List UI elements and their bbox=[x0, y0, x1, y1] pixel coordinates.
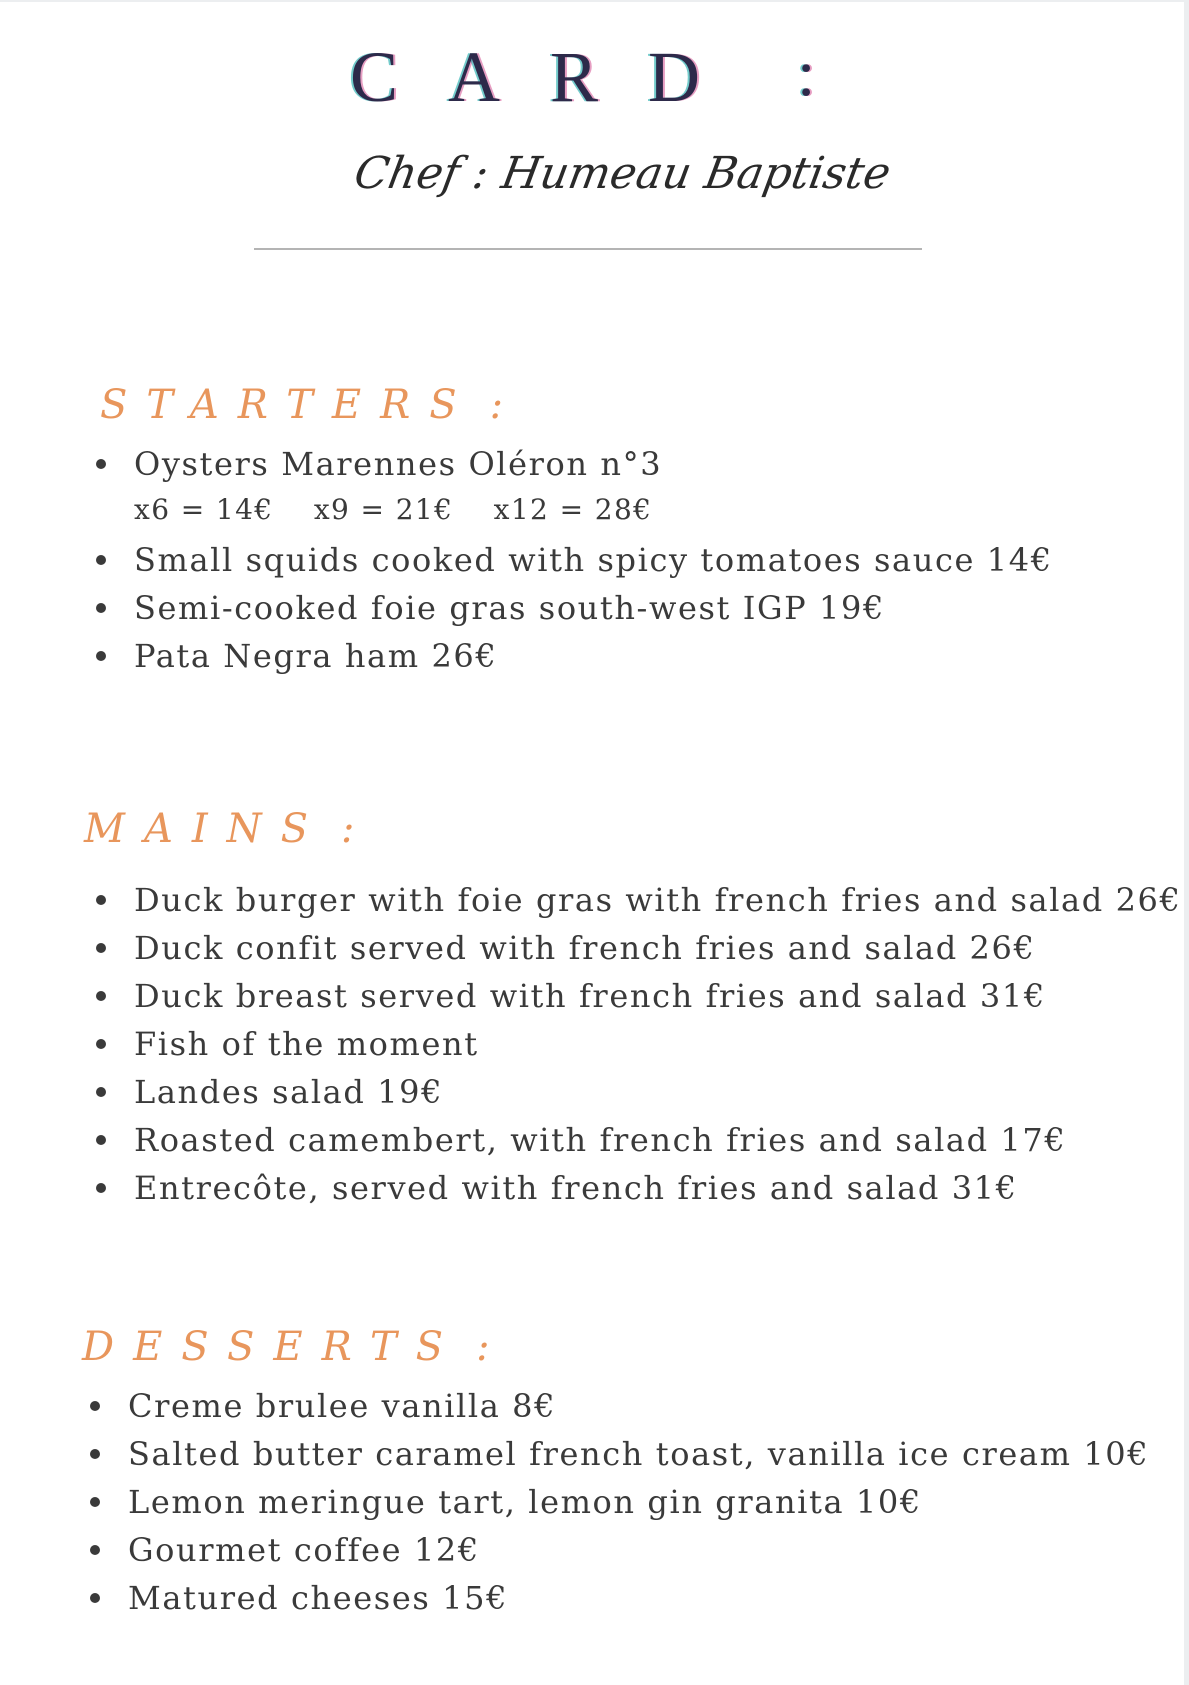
bullet bbox=[90, 1593, 100, 1603]
bullet bbox=[96, 555, 106, 565]
list-item bbox=[90, 1382, 1149, 1430]
bullet bbox=[96, 1039, 106, 1049]
list-item bbox=[96, 1020, 1181, 1068]
list-item bbox=[96, 584, 1053, 632]
bullet bbox=[90, 1545, 100, 1555]
item-label: Entrecôte, served with french fries and salad 31€ bbox=[134, 1169, 1018, 1207]
header-divider bbox=[254, 248, 922, 250]
oyster-price-6: x6 = 14€ bbox=[134, 493, 274, 526]
list-item bbox=[96, 972, 1181, 1020]
menu-title: CARD bbox=[350, 37, 751, 117]
bullet bbox=[90, 1497, 100, 1507]
bullet bbox=[96, 943, 106, 953]
item-label: Small squids cooked with spicy tomatoes sauce 14€ bbox=[134, 541, 1053, 579]
list-item bbox=[96, 1116, 1181, 1164]
item-label: Landes salad 19€ bbox=[134, 1073, 444, 1111]
list-item bbox=[96, 440, 1053, 488]
list-item bbox=[96, 536, 1053, 584]
bullet bbox=[96, 1183, 106, 1193]
bullet bbox=[96, 895, 106, 905]
chef-signature: Chef : Humeau Baptiste bbox=[350, 148, 895, 199]
starters-heading-text: STARTERS bbox=[100, 382, 476, 428]
bullet bbox=[90, 1449, 100, 1459]
mains-heading-text: MAINS bbox=[84, 806, 328, 852]
bullet bbox=[96, 459, 106, 469]
oyster-prices bbox=[96, 488, 1053, 536]
page-top-edge bbox=[0, 0, 1189, 2]
list-item bbox=[96, 632, 1053, 680]
list-item bbox=[90, 1430, 1149, 1478]
desserts-heading-colon: : bbox=[476, 1324, 509, 1370]
bullet bbox=[96, 1087, 106, 1097]
starters-heading-colon: : bbox=[489, 382, 523, 428]
desserts-list bbox=[90, 1382, 1149, 1622]
item-label: Semi-cooked foie gras south-west IGP 19€ bbox=[134, 589, 885, 627]
list-item bbox=[90, 1526, 1149, 1574]
item-label: Lemon meringue tart, lemon gin granita 10€ bbox=[128, 1483, 922, 1521]
bullet bbox=[96, 991, 106, 1001]
page-right-edge bbox=[1184, 0, 1189, 1685]
item-label: Creme brulee vanilla 8€ bbox=[128, 1387, 557, 1425]
mains-list bbox=[96, 876, 1181, 1212]
item-label: Fish of the moment bbox=[134, 1025, 479, 1063]
item-label: Salted butter caramel french toast, vanilla ice cream 10€ bbox=[128, 1435, 1150, 1473]
bullet bbox=[96, 1135, 106, 1145]
menu-title-colon: : bbox=[797, 37, 816, 110]
item-label: Oysters Marennes Oléron n°3 bbox=[134, 445, 663, 483]
item-label: Roasted camembert, with french fries and salad 17€ bbox=[134, 1121, 1067, 1159]
item-label: Duck burger with foie gras with french fries and salad 26€ bbox=[134, 881, 1182, 919]
list-item bbox=[96, 876, 1181, 924]
item-label: Gourmet coffee 12€ bbox=[128, 1531, 480, 1569]
oyster-price-12: x12 = 28€ bbox=[493, 493, 653, 526]
oyster-price-9: x9 = 21€ bbox=[313, 493, 454, 526]
list-item bbox=[90, 1478, 1149, 1526]
item-label: Duck confit served with french fries and salad 26€ bbox=[134, 929, 1036, 967]
bullet bbox=[90, 1401, 100, 1411]
item-label: Matured cheeses 15€ bbox=[128, 1579, 509, 1617]
list-item bbox=[96, 1164, 1181, 1212]
mains-heading bbox=[84, 806, 374, 852]
bullet bbox=[96, 603, 106, 613]
list-item bbox=[96, 924, 1181, 972]
bullet bbox=[96, 651, 106, 661]
mains-heading-colon: : bbox=[341, 806, 374, 852]
desserts-heading-text: DESSERTS bbox=[82, 1324, 463, 1370]
item-label: Duck breast served with french fries and salad 31€ bbox=[134, 977, 1046, 1015]
desserts-heading bbox=[82, 1324, 509, 1370]
list-item bbox=[90, 1574, 1149, 1622]
starters-heading bbox=[100, 382, 522, 428]
starters-list bbox=[96, 440, 1053, 680]
list-item bbox=[96, 1068, 1181, 1116]
item-label: Pata Negra ham 26€ bbox=[134, 637, 498, 675]
